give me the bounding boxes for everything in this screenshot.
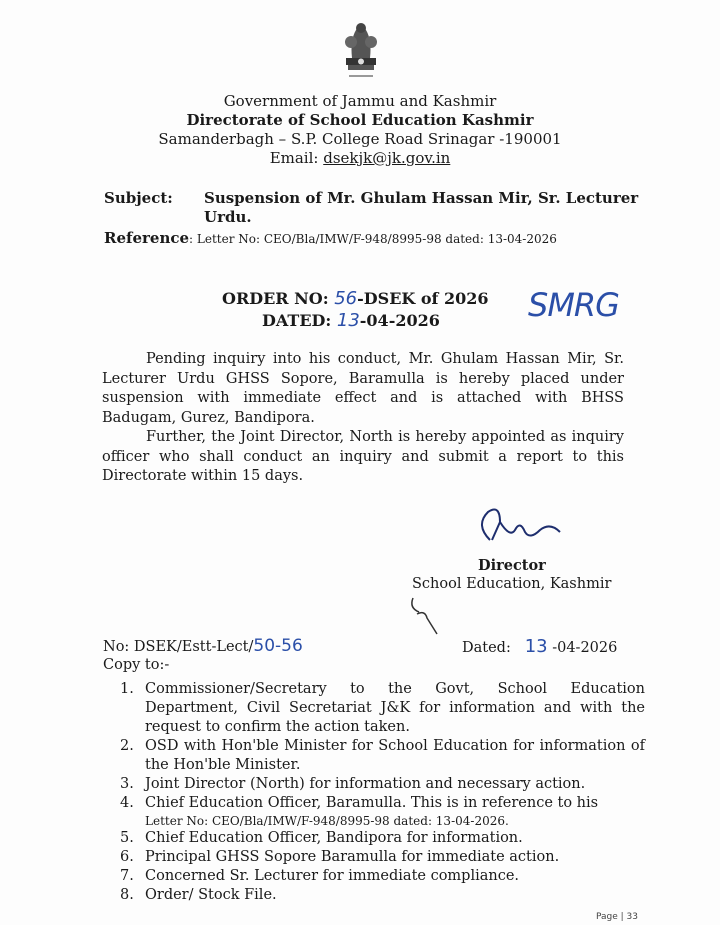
reference xyxy=(104,229,557,247)
header-government: Government of Jammu and Kashmir xyxy=(223,92,497,110)
dated-label: DATED: xyxy=(262,311,332,330)
page-number: Page | 33 xyxy=(596,912,638,922)
copy-list-item xyxy=(120,680,645,737)
copy-list xyxy=(120,680,645,905)
item-number: 5. xyxy=(120,830,134,846)
endorsement-dated-handwritten: 13 xyxy=(524,636,548,657)
item-text: Chief Education Officer, Bandipora for information. xyxy=(145,830,523,846)
copy-list-item xyxy=(120,829,645,848)
subject-text: Suspension of Mr. Ghulam Hassan Mir, Sr. Lecturer xyxy=(204,189,639,207)
copy-list-item xyxy=(120,848,645,867)
order-suffix: -DSEK of 2026 xyxy=(357,289,489,308)
email-link[interactable]: dsekjk@jk.gov.in xyxy=(323,149,451,167)
header-email xyxy=(0,149,720,167)
order-dated xyxy=(262,310,440,331)
endorsement-handwritten: 50-56 xyxy=(253,636,303,656)
item-text: Chief Education Officer, Baramulla. This is in reference to his xyxy=(145,795,599,811)
endorsement-number xyxy=(103,636,303,656)
signatory-office: School Education, Kashmir xyxy=(412,576,612,592)
endorsement-dated-label: Dated: xyxy=(462,640,511,656)
signatory-title: Director xyxy=(478,557,546,574)
body-text xyxy=(102,350,624,487)
dated-handwritten: 13 xyxy=(336,310,360,331)
body-paragraph-1: Pending inquiry into his conduct, Mr. Ghulam Hassan Mir, Sr. Lecturer Urdu GHSS Sopore, Baramulla is hereby placed under suspension with immediate effect and is attached with BHSS Badugam, Gurez, Bandipora. xyxy=(102,351,624,426)
reference-text: : Letter No: CEO/Bla/IMW/F-948/8995-98 dated: 13-04-2026 xyxy=(189,232,557,246)
item-text: Concerned Sr. Lecturer for immediate compliance. xyxy=(145,868,520,884)
endorsement-label: No: DSEK/Estt-Lect/ xyxy=(103,639,254,655)
item-text: Principal GHSS Sopore Baramulla for immediate action. xyxy=(145,849,560,865)
endorsement-dated xyxy=(462,636,617,657)
item-subtext: Letter No: CEO/Bla/IMW/F-948/8995-98 dated: 13-04-2026. xyxy=(145,814,509,828)
endorsement-dated-suffix: -04-2026 xyxy=(552,640,618,656)
copy-list-item xyxy=(120,737,645,775)
order-no xyxy=(222,288,489,309)
order-label: ORDER NO: xyxy=(222,289,329,308)
dated-suffix: -04-2026 xyxy=(359,311,440,330)
reference-label: Reference xyxy=(104,229,190,247)
item-text: Order/ Stock File. xyxy=(145,887,277,903)
copy-list-item xyxy=(120,794,645,829)
item-text: Joint Director (North) for information and necessary action. xyxy=(145,776,586,792)
copy-list-item xyxy=(120,775,645,794)
item-number: 6. xyxy=(120,849,134,865)
item-number: 3. xyxy=(120,776,134,792)
director-signature xyxy=(470,500,580,560)
header-address: Samanderbagh – S.P. College Road Srinagar -190001 xyxy=(158,130,562,148)
item-number: 7. xyxy=(120,868,134,884)
handwritten-initials: SMRG xyxy=(528,286,619,324)
order-handwritten: 56 xyxy=(334,288,358,309)
body-paragraph-2: Further, the Joint Director, North is hereby appointed as inquiry officer who shall conduct an inquiry and submit a report to this Directorate within 15 days. xyxy=(102,429,624,484)
copy-to-label: Copy to:- xyxy=(103,657,170,673)
item-text: Commissioner/Secretary to the Govt, School Education Department, Civil Secretariat J&K for information and with the request to confirm the action taken. xyxy=(145,681,645,735)
item-number: 8. xyxy=(120,887,134,903)
national-emblem xyxy=(338,20,384,82)
item-number: 4. xyxy=(120,795,134,811)
subject-text-cont: Urdu. xyxy=(204,208,252,226)
item-number: 2. xyxy=(120,738,134,754)
initial-mark xyxy=(405,596,445,640)
copy-list-item xyxy=(120,886,645,905)
subject-label: Subject: xyxy=(104,189,173,207)
email-label: Email: xyxy=(269,149,324,167)
copy-list-item xyxy=(120,867,645,886)
item-number: 1. xyxy=(120,681,134,697)
item-text: OSD with Hon'ble Minister for School Education for information of the Hon'ble Minister. xyxy=(145,738,645,773)
header-directorate: Directorate of School Education Kashmir xyxy=(186,111,534,129)
